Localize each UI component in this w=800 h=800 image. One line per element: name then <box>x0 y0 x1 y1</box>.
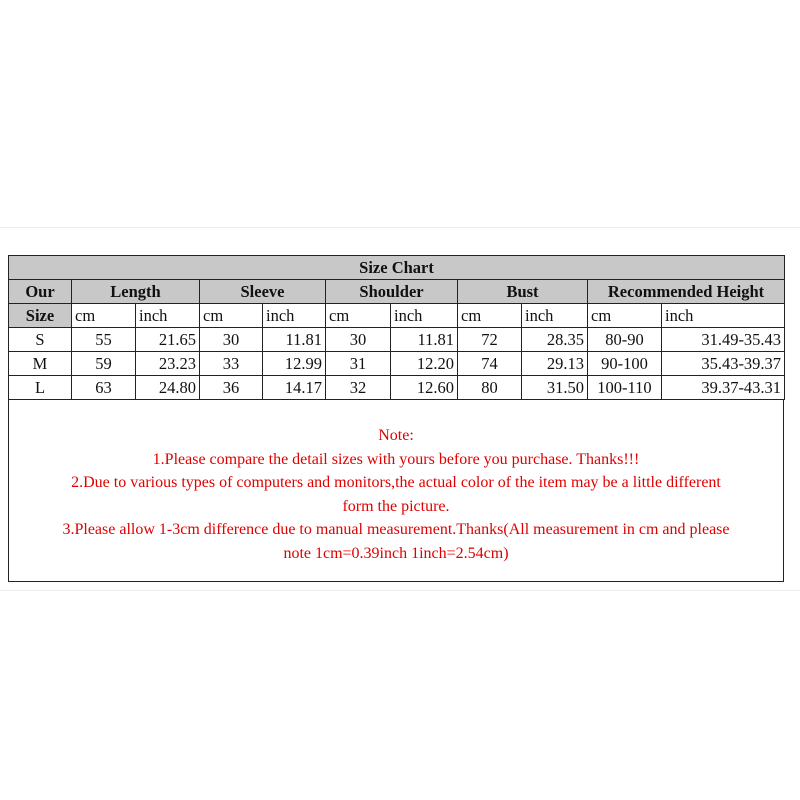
note-line: 3.Please allow 1-3cm difference due to manual measurement.Thanks(All measurement in cm and please <box>62 521 730 538</box>
height-inch-cell: 39.37-43.31 <box>662 376 785 400</box>
height-inch-cell: 35.43-39.37 <box>662 352 785 376</box>
sleeve-inch-cell: 14.17 <box>263 376 326 400</box>
size-chart <box>8 255 784 582</box>
header-shoulder: Shoulder <box>326 280 458 304</box>
bust-inch-cell: 28.35 <box>522 328 588 352</box>
height-cm-cell: 80-90 <box>588 328 662 352</box>
note-line: note 1cm=0.39inch 1inch=2.54cm) <box>283 544 509 562</box>
size-header-bottom: Size <box>9 304 72 328</box>
sleeve-cm-cell: 36 <box>200 376 263 400</box>
shoulder-cm-cell: 30 <box>326 328 391 352</box>
size-table <box>8 255 785 400</box>
header-length: Length <box>72 280 200 304</box>
header-sleeve: Sleeve <box>200 280 326 304</box>
unit-cm: cm <box>200 304 263 328</box>
notes-box <box>8 400 784 582</box>
size-cell: M <box>9 352 72 376</box>
bust-cm-cell: 72 <box>458 328 522 352</box>
sleeve-inch-cell: 12.99 <box>263 352 326 376</box>
height-cm-cell: 100-110 <box>588 376 662 400</box>
sleeve-cm-cell: 30 <box>200 328 263 352</box>
unit-inch: inch <box>136 304 200 328</box>
header-recommended-height: Recommended Height <box>588 280 785 304</box>
shoulder-inch-cell: 12.20 <box>391 352 458 376</box>
length-inch-cell: 21.65 <box>136 328 200 352</box>
note-line: 1.Please compare the detail sizes with yours before you purchase. Thanks!!! <box>152 450 640 468</box>
height-cm-cell: 90-100 <box>588 352 662 376</box>
height-inch-cell: 31.49-35.43 <box>662 328 785 352</box>
shoulder-cm-cell: 32 <box>326 376 391 400</box>
table-title: Size Chart <box>9 256 785 280</box>
shoulder-inch-cell: 12.60 <box>391 376 458 400</box>
table-row <box>9 352 785 376</box>
unit-cm: cm <box>588 304 662 328</box>
table-row <box>9 328 785 352</box>
size-cell: S <box>9 328 72 352</box>
unit-inch: inch <box>522 304 588 328</box>
note-line: form the picture. <box>342 497 450 515</box>
length-inch-cell: 24.80 <box>136 376 200 400</box>
header-bust: Bust <box>458 280 588 304</box>
background-gridline <box>0 227 800 228</box>
unit-cm: cm <box>326 304 391 328</box>
table-row <box>9 376 785 400</box>
unit-cm: cm <box>458 304 522 328</box>
unit-cm: cm <box>72 304 136 328</box>
size-header-top: Our <box>9 280 72 304</box>
note-heading: Note: <box>378 427 414 444</box>
shoulder-inch-cell: 11.81 <box>391 328 458 352</box>
background-gridline <box>0 590 800 591</box>
note-line: 2.Due to various types of computers and monitors,the actual color of the item may be a little different <box>71 474 721 491</box>
length-cm-cell: 63 <box>72 376 136 400</box>
bust-cm-cell: 74 <box>458 352 522 376</box>
unit-inch: inch <box>662 304 785 328</box>
length-cm-cell: 55 <box>72 328 136 352</box>
size-cell: L <box>9 376 72 400</box>
bust-inch-cell: 31.50 <box>522 376 588 400</box>
unit-inch: inch <box>391 304 458 328</box>
bust-inch-cell: 29.13 <box>522 352 588 376</box>
sleeve-inch-cell: 11.81 <box>263 328 326 352</box>
shoulder-cm-cell: 31 <box>326 352 391 376</box>
unit-inch: inch <box>263 304 326 328</box>
length-cm-cell: 59 <box>72 352 136 376</box>
bust-cm-cell: 80 <box>458 376 522 400</box>
length-inch-cell: 23.23 <box>136 352 200 376</box>
sleeve-cm-cell: 33 <box>200 352 263 376</box>
